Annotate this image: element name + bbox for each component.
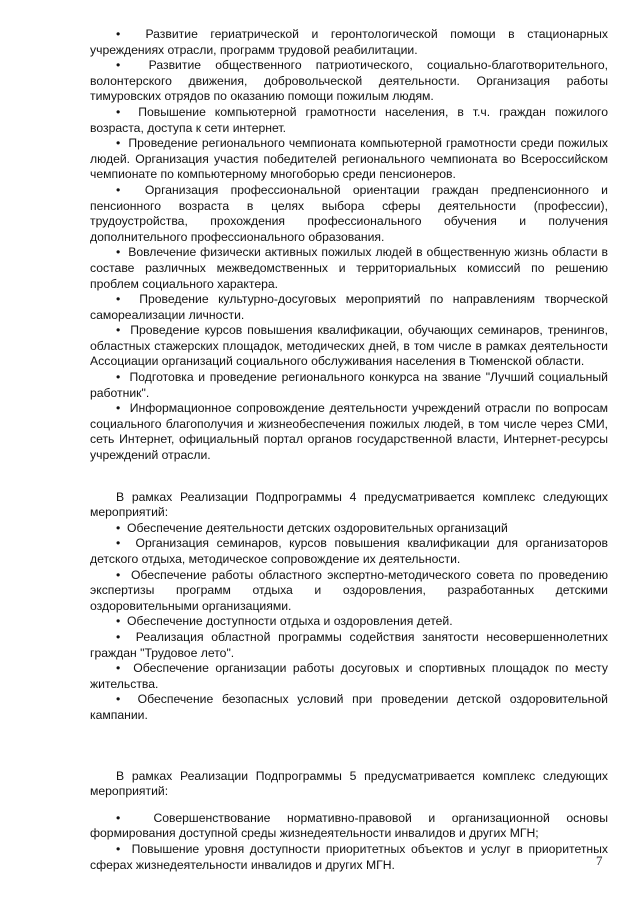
section-3 xyxy=(90,769,608,874)
document-body xyxy=(90,27,608,873)
list-item: • Обеспечение безопасных условий при проведении детской оздоровительной кампании. xyxy=(90,692,608,723)
list-item: • Реализация областной программы содействия занятости несовершеннолетних граждан "Трудовое лето". xyxy=(90,630,608,661)
list-item: • Проведение культурно-досуговых мероприятий по направлениям творческой самореализации личности. xyxy=(90,292,608,323)
list-item: • Обеспечение организации работы досуговых и спортивных площадок по месту жительства. xyxy=(90,661,608,692)
list-item: • Организация профессиональной ориентации граждан предпенсионного и пенсионного возраста в целях выбора сферы деятельности (профессии), трудоустройства, прохождения профессионального обучения и получения дополнительного профессионального образования. xyxy=(90,183,608,245)
list-item: • Повышение компьютерной грамотности населения, в т.ч. граждан пожилого возраста, доступа к сети интернет. xyxy=(90,105,608,136)
section-3-intro: В рамках Реализации Подпрограммы 5 предусматривается комплекс следующих мероприятий: xyxy=(90,768,608,799)
list-item: • Обеспечение деятельности детских оздоровительных организаций xyxy=(90,521,608,537)
list-item: • Развитие общественного патриотического, социально-благотворительного, волонтерского движения, добровольческой деятельности. Организация работы тимуровских отрядов по оказанию помощи пожилым людям. xyxy=(90,58,608,105)
list-item: • Повышение уровня доступности приоритетных объектов и услуг в приоритетных сферах жизнедеятельности инвалидов и других МГН. xyxy=(90,842,608,873)
section-1-list xyxy=(90,27,608,464)
list-item: • Организация семинаров, курсов повышения квалификации для организаторов детского отдыха, методическое сопровождение их деятельности. xyxy=(90,536,608,567)
section-2 xyxy=(90,490,608,724)
list-item: • Информационное сопровождение деятельности учреждений отрасли по вопросам социального благополучия и жизнеобеспечения пожилых людей, в том числе через СМИ, сеть Интернет, официальный портал органов государственной власти, Интернет-ресурсы учреждений отрасли. xyxy=(90,401,608,463)
list-item: • Обеспечение работы областного экспертно-методического совета по проведению экспертизы программ отдыха и оздоровления, разработанных детскими оздоровительными организациями. xyxy=(90,568,608,615)
list-item: • Проведение курсов повышения квалификации, обучающих семинаров, тренингов, областных стажерских площадок, методических дней, в том числе в рамках деятельности Ассоциации организаций социального обслуживания населения в Тюменской области. xyxy=(90,323,608,370)
list-item: • Совершенствование нормативно-правовой и организационной основы формирования доступной среды жизнедеятельности инвалидов и других МГН; xyxy=(90,811,608,842)
list-item: • Обеспечение доступности отдыха и оздоровления детей. xyxy=(90,614,608,630)
spacer xyxy=(90,800,608,811)
list-item: • Развитие гериатрической и геронтологической помощи в стационарных учреждениях отрасли, программ трудовой реабилитации. xyxy=(90,27,608,58)
page-number: 7 xyxy=(596,853,603,868)
list-item: • Подготовка и проведение регионального конкурса на звание "Лучший социальный работник". xyxy=(90,370,608,401)
section-2-intro: В рамках Реализации Подпрограммы 4 предусматривается комплекс следующих мероприятий: xyxy=(90,489,608,520)
list-item: • Вовлечение физически активных пожилых людей в общественную жизнь области в составе различных межведомственных и территориальных комиссий по решению проблем социального характера. xyxy=(90,245,608,292)
list-item: • Проведение регионального чемпионата компьютерной грамотности среди пожилых людей. Организация участия победителей регионального чемпионата во Всероссийском чемпионате по компьютерному многоборью среди пенсионеров. xyxy=(90,136,608,183)
